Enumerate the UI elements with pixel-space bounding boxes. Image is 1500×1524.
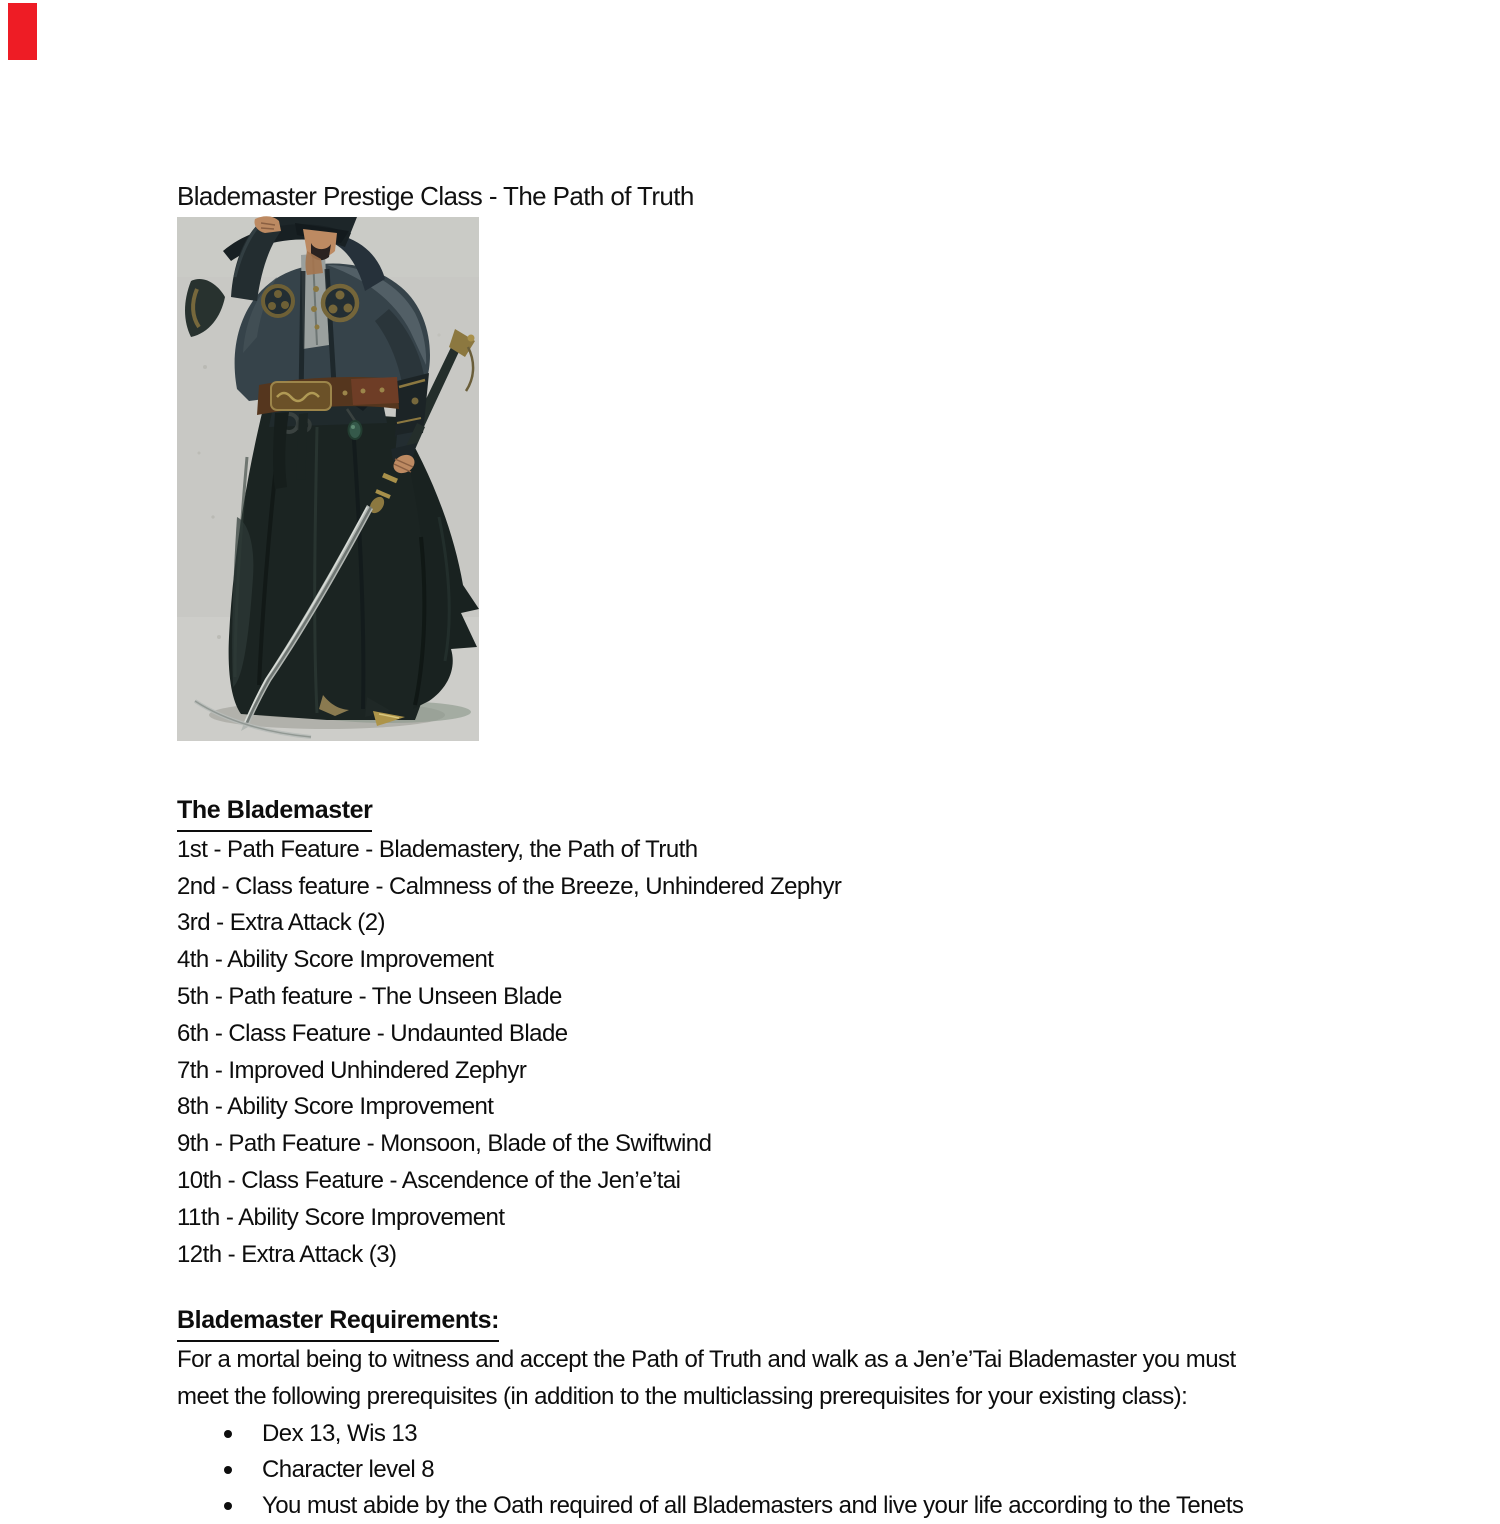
- level-item-9: 9th - Path Feature - Monsoon, Blade of the Swiftwind: [177, 1130, 712, 1158]
- bullet-item-dex-wis: [177, 1415, 417, 1452]
- requirements-intro-line-1: For a mortal being to witness and accept the Path of Truth and walk as a Jen’e’Tai Blademaster you must: [177, 1345, 1236, 1373]
- requirements-intro-line-2: meet the following prerequisites (in addition to the multiclassing prerequisites for your existing class):: [177, 1382, 1188, 1410]
- level-list: [177, 792, 841, 1273]
- levels-heading: The Blademaster: [177, 792, 372, 832]
- bullet-dot: [224, 1430, 232, 1438]
- level-item-4: 4th - Ability Score Improvement: [177, 946, 494, 974]
- bullet-item-character-level: [177, 1451, 434, 1488]
- level-item-11: 11th - Ability Score Improvement: [177, 1203, 505, 1231]
- bullet-dot: [224, 1502, 232, 1510]
- level-item-5: 5th - Path feature - The Unseen Blade: [177, 982, 562, 1010]
- bullet-text: Dex 13, Wis 13: [262, 1419, 418, 1447]
- bullet-dot: [224, 1466, 232, 1474]
- bullet-text: Character level 8: [262, 1455, 435, 1483]
- requirements-heading: Blademaster Requirements:: [177, 1302, 499, 1342]
- level-item-12: 12th - Extra Attack (3): [177, 1240, 397, 1268]
- red-marker: [8, 3, 37, 60]
- bullet-item-oath: [177, 1487, 1243, 1524]
- blademaster-illustration-icon: [177, 217, 479, 741]
- level-item-8: 8th - Ability Score Improvement: [177, 1093, 494, 1121]
- level-item-6: 6th - Class Feature - Undaunted Blade: [177, 1019, 568, 1047]
- level-item-10: 10th - Class Feature - Ascendence of the Jen’e’tai: [177, 1166, 681, 1194]
- level-item-2: 2nd - Class feature - Calmness of the Breeze, Unhindered Zephyr: [177, 872, 842, 900]
- page-title: Blademaster Prestige Class - The Path of Truth: [177, 181, 694, 211]
- level-item-3: 3rd - Extra Attack (2): [177, 909, 385, 937]
- level-item-7: 7th - Improved Unhindered Zephyr: [177, 1056, 527, 1084]
- level-item-1: 1st - Path Feature - Blademastery, the Path of Truth: [177, 835, 698, 863]
- requirements-section: [177, 1302, 1236, 1415]
- blademaster-portrait: [177, 217, 479, 741]
- bullet-text: You must abide by the Oath required of all Blademasters and live your life according to the Tenets: [262, 1491, 1244, 1519]
